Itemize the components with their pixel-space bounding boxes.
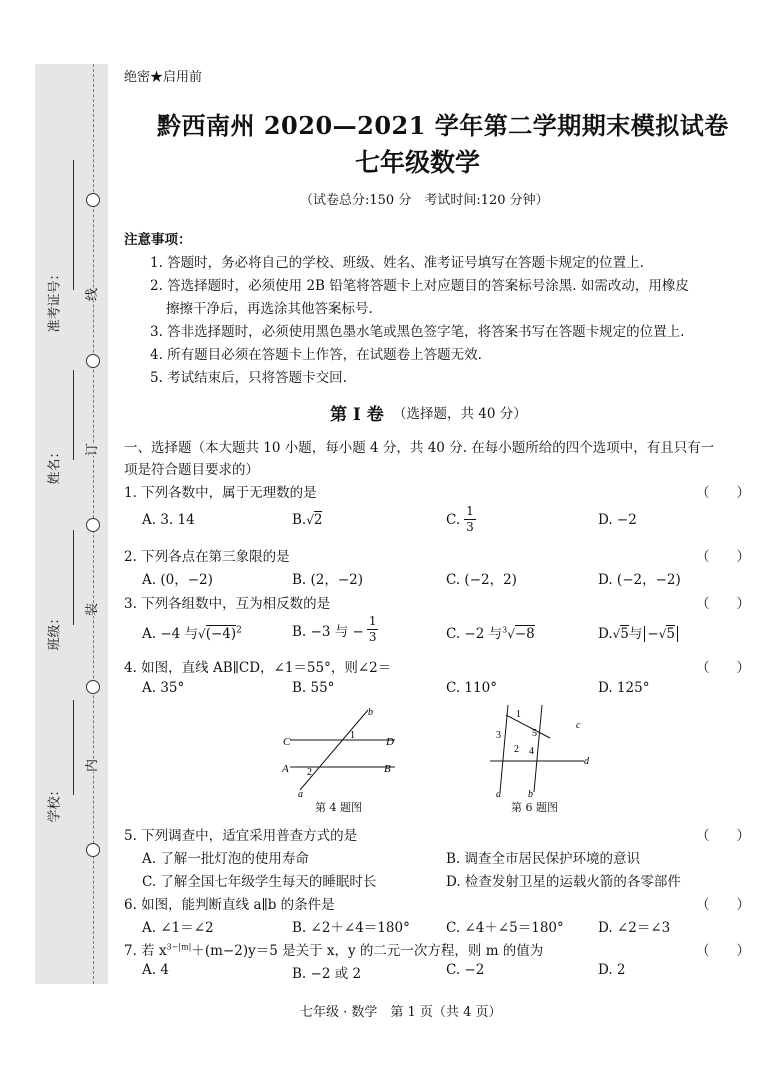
- angle-2-label: 2: [307, 767, 312, 778]
- notice-item: 3. 答非选择题时，必须使用黑色墨水笔或黑色签字笔，将答案书写在答题卡规定的位置上.: [150, 324, 685, 340]
- option-b: B. 调查全市居民保护环境的意识: [446, 851, 641, 867]
- question-stem: 1. 下列各数中，属于无理数的是: [124, 485, 317, 501]
- figure-4-caption: 第 4 题图: [315, 801, 362, 814]
- subject-title: 七年级数学: [355, 148, 481, 177]
- label-a: a: [496, 789, 501, 800]
- section-subtitle: （选择题，共 40 分）: [393, 406, 527, 422]
- binding-line-char: 订: [81, 443, 100, 456]
- section-description: 一、选择题（本大题共 10 小题，每小题 4 分，共 40 分. 在每小题所给的四个选项中，有且只有一: [124, 440, 715, 456]
- option-b: B. −3 与 − $\frac{1}{3}$: [292, 614, 377, 644]
- option-c: C. 1 3: [446, 504, 474, 534]
- label-c: C: [283, 736, 291, 748]
- sidebar-fill-line: [73, 700, 74, 795]
- label-d: D: [386, 736, 394, 748]
- binding-hole: [86, 680, 100, 694]
- option-c: C. −2: [446, 962, 485, 978]
- label-d: d: [584, 756, 589, 767]
- question-stem: 4. 如图，直线 AB∥CD，∠1＝55°，则∠2＝: [124, 660, 392, 676]
- angle-1-label: 1: [516, 709, 521, 720]
- notice-item: 4. 所有题目必须在答题卡上作答，在试题卷上答题无效.: [150, 347, 482, 363]
- answer-paren: （ ）: [696, 485, 750, 501]
- answer-paren: （ ）: [696, 596, 750, 612]
- option-a: A. 35°: [142, 680, 185, 696]
- option-d: D. 检查发射卫星的运载火箭的各零部件: [446, 874, 681, 890]
- question-stem: 7. 若 $x^{3-|m|}+(m-2)y=5$ 是关于 x，y 的二元一次方程，则 m 的值为: [124, 942, 544, 959]
- option-d: D. −2: [598, 512, 637, 528]
- sidebar-fill-line: [73, 160, 74, 290]
- section-title: 第 Ⅰ 卷: [330, 405, 384, 425]
- label-line-b: b: [368, 707, 373, 718]
- option-b: B. −2 或 2: [292, 966, 362, 982]
- answer-paren: （ ）: [696, 828, 750, 844]
- label-c: c: [576, 720, 581, 731]
- question-stem: 6. 如图，能判断直线 a∥b 的条件是: [124, 897, 335, 913]
- option-a: A. −4 与$√(-4)^2$: [142, 625, 242, 642]
- binding-hole: [86, 518, 100, 532]
- label-b: B: [384, 763, 391, 775]
- answer-paren: （ ）: [696, 897, 750, 913]
- figure-6-caption: 第 6 题图: [511, 801, 558, 814]
- angle-2-label: 2: [514, 744, 519, 755]
- page-footer: 七年级 · 数学 第 1 页（共 4 页）: [300, 1005, 502, 1020]
- label-line-a: a: [298, 789, 303, 800]
- angle-5-label: 5: [532, 728, 537, 739]
- option-d: D. 2: [598, 962, 626, 978]
- notice-item: 1. 答题时，务必将自己的学校、班级、姓名、准考证号填写在答题卡规定的位置上.: [150, 255, 644, 271]
- binding-line-char: 内: [81, 759, 100, 772]
- option-c: C. ∠4＋∠5＝180°: [446, 920, 564, 936]
- option-c: C. (−2，2): [446, 572, 517, 588]
- figure-6: [488, 700, 598, 800]
- angle-4-label: 4: [529, 746, 534, 757]
- binding-hole: [86, 843, 100, 857]
- option-b: B. (2，−2): [292, 572, 364, 588]
- option-a: A. 了解一批灯泡的使用寿命: [142, 851, 309, 867]
- option-d: D. ∠2＝∠3: [598, 920, 671, 936]
- option-b: B. ∠2＋∠4＝180°: [292, 920, 410, 936]
- option-c: C. −2 与$^3$√−8: [446, 625, 535, 642]
- option-a: A. (0，−2): [142, 572, 213, 588]
- option-b: B. 55°: [292, 680, 335, 696]
- sidebar-fill-line: [73, 370, 74, 460]
- label-a: A: [282, 763, 289, 775]
- line-b: [534, 705, 542, 792]
- question-stem: 3. 下列各组数中，互为相反数的是: [124, 596, 331, 612]
- exam-info: （试卷总分:150 分 考试时间:120 分钟）: [300, 193, 549, 208]
- angle-3-label: 3: [496, 730, 501, 741]
- option-c: C. 110°: [446, 680, 497, 696]
- binding-line-char: 线: [81, 288, 100, 301]
- answer-paren: （ ）: [696, 943, 750, 959]
- line-a: [500, 705, 508, 792]
- option-a: A. 3. 14: [142, 512, 195, 528]
- transversal: [300, 710, 368, 790]
- binding-hole: [86, 193, 100, 207]
- option-a: A. 4: [142, 962, 169, 978]
- notice-item: 5. 考试结束后，只将答题卡交回.: [150, 370, 347, 386]
- line-c: [506, 715, 550, 738]
- answer-paren: （ ）: [696, 660, 750, 676]
- notice-item: 2. 答选择题时，必须使用 2B 铅笔将答题卡上对应题目的答案标号涂黑. 如需改动，用橡皮: [150, 278, 689, 294]
- option-d: D. (−2，−2): [598, 572, 681, 588]
- option-a: A. ∠1＝∠2: [142, 920, 214, 936]
- secret-mark: 绝密★启用前: [124, 70, 203, 85]
- binding-line-char: 装: [81, 603, 100, 616]
- question-stem: 2. 下列各点在第三象限的是: [124, 549, 290, 565]
- option-d: D. 125°: [598, 680, 650, 696]
- angle-1-label: 1: [350, 730, 355, 741]
- sidebar-fill-line: [73, 530, 74, 625]
- notice-item: 擦擦干净后，再选涂其他答案标号.: [166, 301, 373, 317]
- figure-4: [280, 705, 410, 800]
- section-description: 项是符合题目要求的）: [124, 462, 259, 478]
- answer-paren: （ ）: [696, 549, 750, 565]
- binding-hole: [86, 354, 100, 368]
- option-b: B.√2: [292, 512, 323, 528]
- label-b: b: [528, 789, 533, 800]
- notice-heading: 注意事项：: [124, 232, 192, 248]
- option-d: D.√5与 −√5: [598, 622, 678, 642]
- question-stem: 5. 下列调查中，适宜采用普查方式的是: [124, 828, 358, 844]
- page-title: 黔西南州 2020—2021 学年第二学期期末模拟试卷: [157, 111, 729, 140]
- option-c: C. 了解全国七年级学生每天的睡眠时长: [142, 874, 377, 890]
